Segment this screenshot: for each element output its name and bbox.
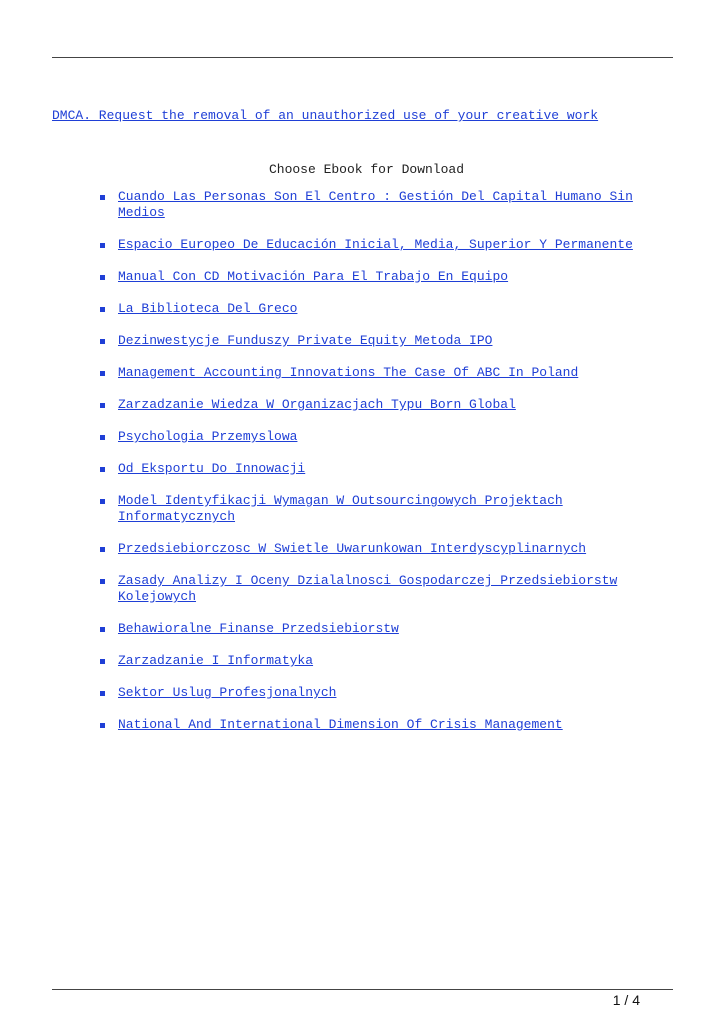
ebook-list-item [100, 621, 640, 637]
ebook-list-item [100, 237, 640, 253]
bottom-divider [52, 989, 673, 990]
ebook-list-item [100, 541, 640, 557]
bullet-icon [100, 499, 105, 504]
ebook-list-item [100, 189, 640, 221]
ebook-list-item [100, 301, 640, 317]
ebook-list-item [100, 333, 640, 349]
ebook-link[interactable]: National And International Dimension Of Crisis Management [118, 717, 563, 732]
ebook-list-item [100, 429, 640, 445]
ebook-list-item [100, 397, 640, 413]
bullet-icon [100, 691, 105, 696]
ebook-link[interactable]: Zarzadzanie I Informatyka [118, 653, 314, 668]
page-number: 1 / 4 [612, 992, 640, 1008]
ebook-link[interactable]: Model Identyfikacji Wymagan W Outsourcingowych Projektach Informatycznych [118, 493, 563, 524]
ebook-list-item [100, 653, 640, 669]
top-divider [52, 57, 673, 58]
ebook-link[interactable]: Psychologia Przemyslowa [118, 429, 298, 444]
ebook-link[interactable]: Dezinwestycje Funduszy Private Equity Metoda IPO [118, 333, 493, 348]
bullet-icon [100, 195, 105, 200]
bullet-icon [100, 467, 105, 472]
ebook-list-item [100, 269, 640, 285]
ebook-link[interactable]: Espacio Europeo De Educación Inicial, Media, Superior Y Permanente [118, 237, 633, 252]
ebook-list-item [100, 717, 640, 733]
page-heading: Choose Ebook for Download [268, 162, 465, 177]
ebook-link[interactable]: Przedsiebiorczosc W Swietle Uwarunkowan Interdyscyplinarnych [118, 541, 587, 556]
ebook-link[interactable]: Behawioralne Finanse Przedsiebiorstw [118, 621, 399, 636]
ebook-link[interactable]: Zasady Analizy I Oceny Dzialalnosci Gospodarczej Przedsiebiorstw Kolejowych [118, 573, 618, 604]
ebook-link[interactable]: La Biblioteca Del Greco [118, 301, 298, 316]
bullet-icon [100, 723, 105, 728]
ebook-list-item [100, 685, 640, 701]
bullet-icon [100, 547, 105, 552]
ebook-link[interactable]: Sektor Uslug Profesjonalnych [118, 685, 337, 700]
bullet-icon [100, 339, 105, 344]
bullet-icon [100, 307, 105, 312]
bullet-icon [100, 579, 105, 584]
bullet-icon [100, 659, 105, 664]
ebook-list-item [100, 493, 640, 525]
ebook-link[interactable]: Cuando Las Personas Son El Centro : Gestión Del Capital Humano Sin Medios [118, 189, 633, 220]
ebook-link[interactable]: Manual Con CD Motivación Para El Trabajo En Equipo [118, 269, 509, 284]
bullet-icon [100, 627, 105, 632]
ebook-link[interactable]: Management Accounting Innovations The Case Of ABC In Poland [118, 365, 579, 380]
ebook-link[interactable]: Zarzadzanie Wiedza W Organizacjach Typu Born Global [118, 397, 516, 412]
ebook-list-item [100, 365, 640, 381]
bullet-icon [100, 403, 105, 408]
bullet-icon [100, 275, 105, 280]
ebook-list-item [100, 573, 640, 605]
bullet-icon [100, 371, 105, 376]
dmca-link[interactable]: DMCA. Request the removal of an unauthorized use of your creative work [52, 108, 599, 123]
bullet-icon [100, 243, 105, 248]
ebook-list-item [100, 461, 640, 477]
ebook-list [100, 189, 640, 749]
bullet-icon [100, 435, 105, 440]
ebook-link[interactable]: Od Eksportu Do Innowacji [118, 461, 306, 476]
